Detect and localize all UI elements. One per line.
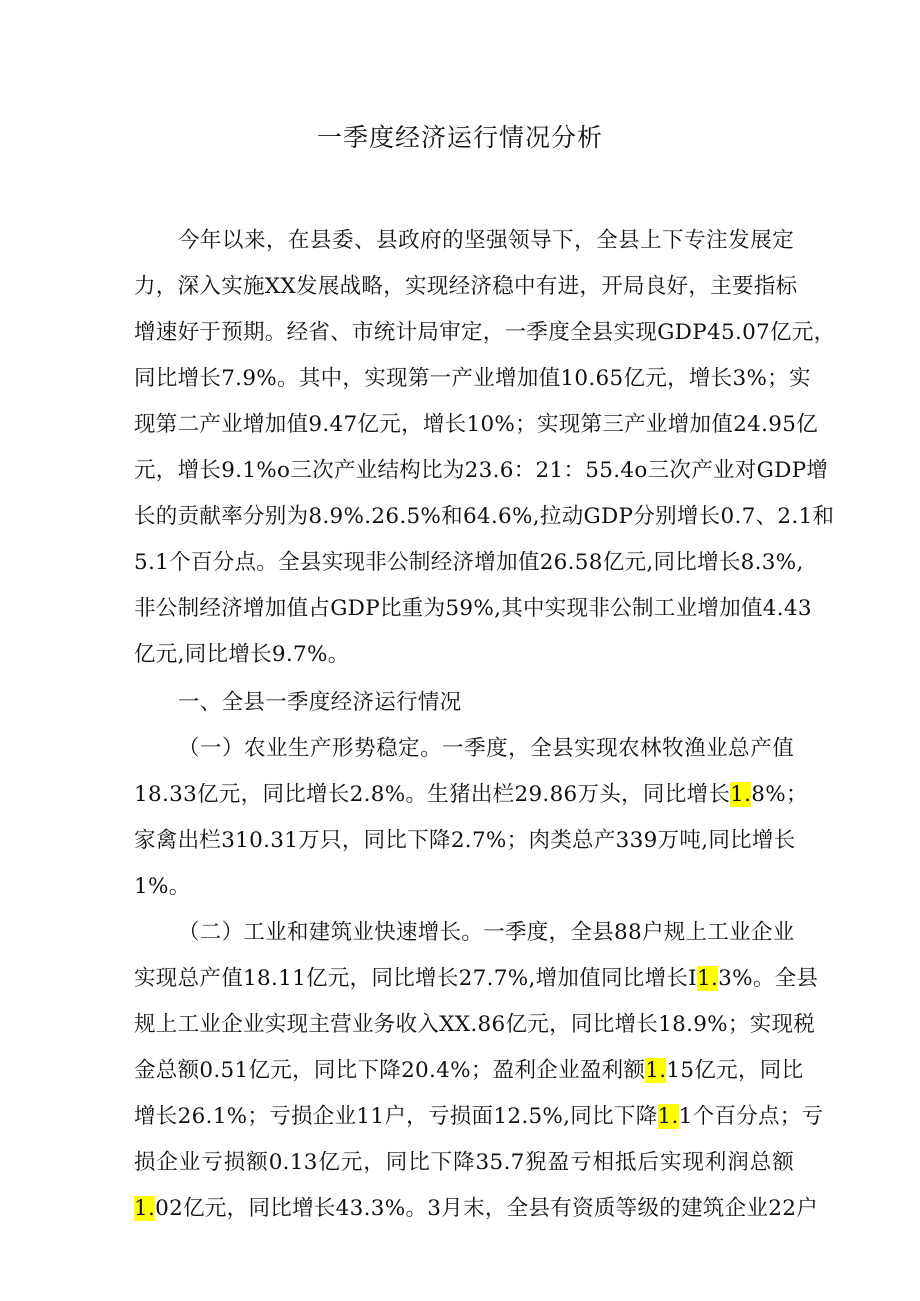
paragraph-line: （二）工业和建筑业快速增长。一季度，全县88户规上工业企业: [178, 920, 795, 945]
paragraph-line: [134, 1186, 819, 1232]
line-segment: 实现总产值18.11亿元，同比增长27.7%,增加值同比增长I: [134, 966, 697, 991]
paragraph-line: 同比增长7.9%。其中，实现第一产业增加值10.65亿元，增长3%；实: [134, 366, 811, 391]
paragraph-line: 非公制经济增加值占GDP比重为59%,其中实现非公制工业增加值4.43: [134, 596, 812, 621]
paragraph-line: 增速好于预期。经省、市统计局审定，一季度全县实现GDP45.07亿元，: [134, 320, 836, 345]
highlighted-text: 1.: [730, 782, 752, 807]
paragraph-line: 长的贡献率分别为8.9%.26.5%和64.6%,拉动GDP分别增长0.7、2.1和: [134, 504, 835, 529]
line-segment: 18.33亿元，同比增长2.8%。生猪出栏29.86万头，同比增长: [134, 782, 731, 807]
document-title: 一季度经济运行情况分析: [316, 123, 603, 152]
line-segment: 3%。全县: [718, 966, 819, 991]
line-segment: 增长26.1%；亏损企业11户，亏损面12.5%,同比下降: [134, 1104, 658, 1129]
line-segment: 1个百分点；亏: [678, 1104, 824, 1129]
paragraph-line: [134, 956, 819, 1002]
highlighted-text: 1.: [657, 1104, 679, 1129]
paragraph-line: 5.1个百分点。全县实现非公制经济增加值26.58亿元,同比增长8.3%,: [134, 550, 804, 575]
paragraph-line: 损企业亏损额0.13亿元，同比下降35.7猊盈亏相抵后实现利润总额: [134, 1150, 794, 1175]
paragraph-line: 元，增长9.1%o三次产业结构比为23.6：21：55.4o三次产业对GDP增: [134, 458, 829, 483]
line-segment: 02亿元，同比增长43.3%。3月末，全县有资质等级的建筑企业22户: [155, 1196, 819, 1221]
paragraph-line: [134, 772, 808, 818]
paragraph-line: （一）农业生产形势稳定。一季度，全县实现农林牧渔业总产值: [178, 736, 794, 761]
paragraph-line: 现第二产业增加值9.47亿元，增长10%；实现第三产业增加值24.95亿: [134, 412, 819, 437]
paragraph-line: 家禽出栏310.31万只，同比下降2.7%；肉类总产339万吨,同比增长: [134, 828, 796, 853]
paragraph-line: 规上工业企业实现主营业务收入XX.86亿元，同比增长18.9%；实现税: [134, 1012, 816, 1037]
paragraph-line: 今年以来，在县委、县政府的坚强领导下，全县上下专注发展定: [178, 228, 794, 253]
highlighted-text: 1.: [134, 1196, 156, 1221]
paragraph-line: [134, 1094, 824, 1140]
paragraph-line: [134, 1048, 804, 1094]
paragraph-line: 力，深入实施XX发展战略，实现经济稳中有进，开局良好，主要指标: [134, 274, 798, 299]
line-segment: 15亿元，同比: [666, 1058, 804, 1083]
line-segment: 8%；: [751, 782, 808, 807]
paragraph-line: 一、全县一季度经济运行情况: [178, 690, 462, 715]
paragraph-line: 1%。: [134, 874, 191, 899]
highlighted-text: 1.: [645, 1058, 667, 1083]
highlighted-text: 1.: [696, 966, 719, 991]
line-segment: 金总额0.51亿元，同比下降20.4%；盈利企业盈利额: [134, 1058, 646, 1083]
paragraph-line: 亿元,同比增长9.7%。: [134, 642, 350, 667]
